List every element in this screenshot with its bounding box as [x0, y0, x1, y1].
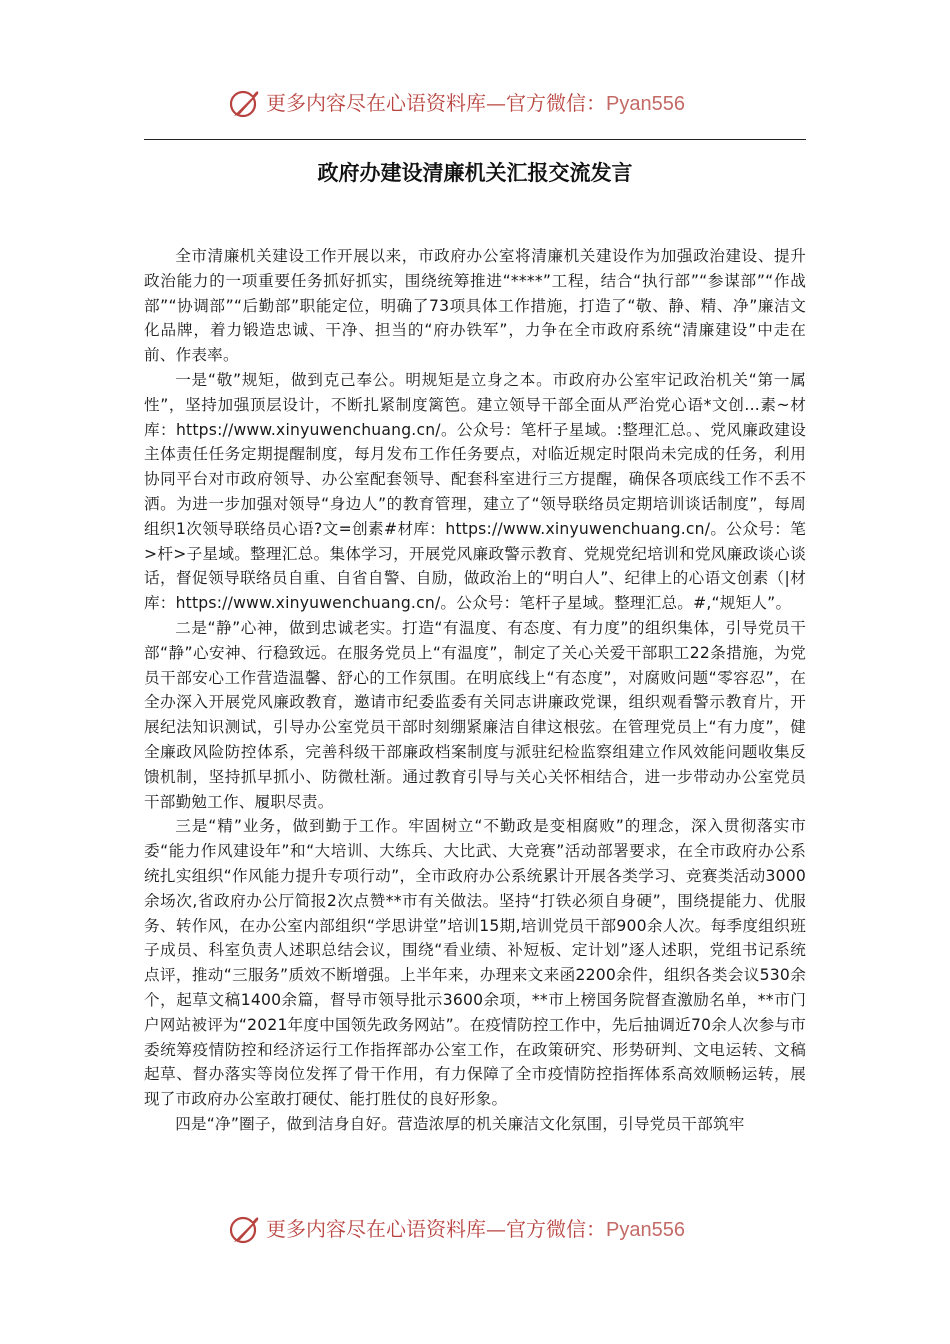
paragraph-3: 三是“精”业务，做到勤于工作。牢固树立“不勤政是变相腐败”的理念，深入贯彻落实市委“能力作风建设年”和“大培训、大练兵、大比武、大竞赛”活动部署要求，在全市政府办公系统扎实组织“作风能力提升专项行动”，全市政府办公系统累计开展各类学习、竞赛类活动3000余场次,省政府办公厅简报2次点赞**市有关做法。坚持“打铁必须自身硬”，围绕提能力、优服务、转作风，在办公室内部组织“学思讲堂”培训15期,培训党员干部900余人次。每季度组织班子成员、科室负责人述职总结会议，围绕“看业绩、补短板、定计划”逐人述职，党组书记系统点评，推动“三服务”质效不断增强。上半年来，办理来文来函2200余件，组织各类会议530余个，起草文稿1400余篇，督导市领导批示3600余项，**市上榜国务院督查激励名单，**市门户网站被评为“2021年度中国领先政务网站”。在疫情防控工作中，先后抽调近70余人次参与市委统筹疫情防控和经济运行工作指挥部办公室工作，在政策研究、形势研判、文电运转、文稿起草、督办落实等岗位发挥了骨干作用，有力保障了全市疫情防控指挥体系高效顺畅运转，展现了市政府办公室敢打硬仗、能打胜仗的良好形象。: [144, 817, 806, 1109]
banner-text: [266, 1216, 685, 1243]
paragraph-4: 四是“净”圈子，做到洁身自好。营造浓厚的机关廉洁文化氛围，引导党员干部筑牢: [175, 1114, 745, 1133]
paragraph-1: 一是“敬”规矩，做到克己奉公。明规矩是立身之本。市政府办公室牢记政治机关“第一属性”，坚持加强顶层设计，不断扎紧制度篱笆。建立领导干部全面从严治党心语*文创...素~材库：https://www.xinyuwenchuang.cn/。公众号：笔杆子星域。:整理汇总。、党风廉政建设主体责任任务定期提醒制度，每月发布工作任务要点，对临近规定时限尚未完成的任务，利用协同平台对市政府领导、办公室配套领导、配套科室进行三方提醒，确保各项底线工作不丢不洒。为进一步加强对领导“身边人”的教育管理，建立了“领导联络员定期培训谈话制度”，每周组织1次领导联络员心语?文=创素#材库：https://www.xinyuwenchuang.cn/。公众号：笔>杆>子星域。整理汇总。集体学习，开展党风廉政警示教育、党规党纪培训和党风廉政谈心谈话，督促领导联络员自重、自省自警、自励，做政治上的“明白人”、纪律上的心语文创素（|材库：https://www.xinyuwenchuang.cn/。公众号：笔杆子星域。整理汇总。#,“规矩人”。: [144, 370, 806, 613]
wechat-id: Pyan556: [606, 1219, 685, 1241]
paragraph-2: 二是“静”心神，做到忠诚老实。打造“有温度、有态度、有力度”的组织集体，引导党员干部“静”心安神、行稳致远。在服务党员上“有温度”，制定了关心关爱干部职工22条措施，为党员干部安心工作营造温馨、舒心的工作氛围。在明底线上“有态度”，对腐败问题“零容忍”，在全办深入开展党风廉政教育，邀请市纪委监委有关同志讲廉政党课，组织观看警示教育片，开展纪法知识测试，引导办公室党员干部时刻绷紧廉洁自律这根弦。在管理党员上“有力度”，健全廉政风险防控体系，完善科级干部廉政档案制度与派驻纪检监察组建立作风效能问题收集反馈机制，坚持抓早抓小、防微杜渐。通过教育引导与关心关怀相结合，进一步带动办公室党员干部勤勉工作、履职尽责。: [144, 618, 806, 811]
banner-label: 更多内容尽在心语资料库—官方微信：: [266, 1217, 606, 1241]
document-body: [144, 244, 806, 1137]
quill-logo-icon: [228, 1212, 262, 1246]
banner-label: 更多内容尽在心语资料库—官方微信：: [266, 91, 606, 115]
wechat-id: Pyan556: [606, 93, 685, 115]
header-divider: [144, 139, 806, 140]
banner-text: [266, 90, 685, 117]
header-banner: [0, 84, 950, 124]
quill-logo-icon: [228, 86, 262, 120]
document-title: 政府办建设清廉机关汇报交流发言: [317, 161, 633, 185]
paragraph-intro: 全市清廉机关建设工作开展以来，市政府办公室将清廉机关建设作为加强政治建设、提升政治能力的一项重要任务抓好抓实，围绕统筹推进“****”工程，结合“执行部”“参谋部”“作战部”“协调部”“后勤部”职能定位，明确了73项具体工作措施，打造了“敬、静、精、净”廉洁文化品牌，着力锻造忠诚、干净、担当的“府办铁军”，力争在全市政府系统“清廉建设”中走在前、作表率。: [144, 247, 806, 365]
footer-banner: [0, 1210, 950, 1250]
